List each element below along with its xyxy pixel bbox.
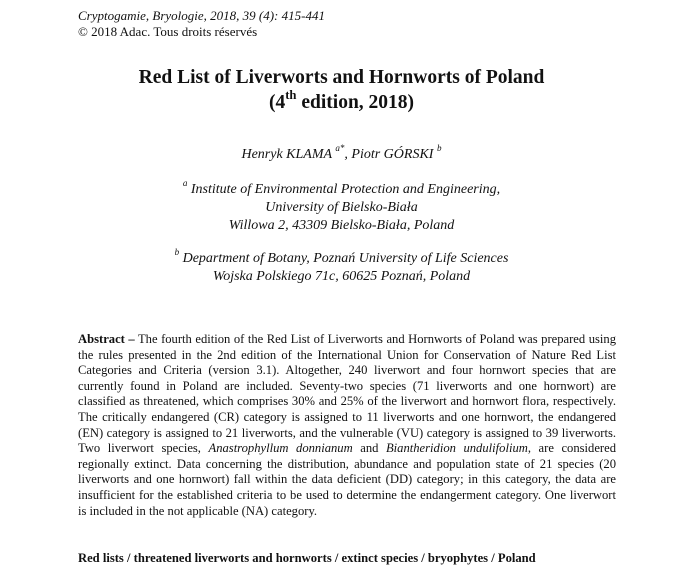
author-affiliation-marker: a* [335,143,345,154]
paper-title-line1: Red List of Liverworts and Hornworts of Poland [138,67,545,88]
affiliation-line: Willowa 2, 43309 Bielsko-Biała, Poland [228,218,455,233]
affiliation-line: Wojska Polskiego 71c, 60625 Poznań, Poland [212,269,471,284]
author-list [0,143,683,164]
affiliation-marker: a [182,178,188,189]
affiliation-a [0,178,683,235]
affiliation-b [0,247,683,286]
species-name: Biantheridion undulifolium [385,441,528,456]
author-name: Henryk KLAMA [241,147,332,162]
paper-title-line2 [0,88,683,115]
abstract-text: The fourth edition of the Red List of Liverworts and Hornworts of Poland was prepared using the rules presented in the 2nd edition of the International Union for Conservation of Nature Red List Categories and Criteria (version 3.1). Altogether, 240 liverwort and four hornwort species that are currently found in Poland are included. Seventy-two species (71 liverworts and one hornwort) are classified as threatened, which comprises 30% and 25% of the liverwort and hornwort flora, respectively. The critically endangered (CR) category is assigned to 11 liverworts and one hornwort, the endangered (EN) category is assigned to 21 liverworts, and the vulnerable (VU) category is assigned to 39 liverworts. Two liverwort species, [78,332,617,456]
title-edition-superscript: th [285,88,297,103]
affiliation-line: University of Bielsko-Biała [265,200,418,215]
author-separator: , [344,147,352,162]
affiliation-text: Department of Botany, Poznań University of Life Sciences [182,251,509,266]
copyright-notice: © 2018 Adac. Tous droits réservés [78,24,258,39]
species-name: Anastrophyllum donnianum [208,441,353,456]
title-edition-suffix: edition, 2018) [296,92,415,113]
abstract-text: and [352,441,386,456]
title-edition-prefix: (4 [268,92,286,113]
author-affiliation-marker: b [436,143,442,154]
author-name: Piotr GÓRSKI [351,147,434,162]
journal-citation: Cryptogamie, Bryologie, 2018, 39 (4): 415-441 [78,8,325,23]
abstract-text: , are considered regionally extinct. Data concerning the distribution, abundance and population state of 21 species (20 liverworts and one hornwort) fall within the data deficient (DD) category; in this category, the data are insufficient for the established criteria to be used to determine the endangerment category. One liverwort is included in the not applicable (NA) category. [78,441,616,518]
affiliation-text: Institute of Environmental Protection and Engineering, [190,182,501,197]
abstract-label: Abstract – [78,332,135,346]
abstract-paragraph [78,332,616,519]
affiliation-marker: b [174,247,180,258]
affiliation-line [0,178,683,199]
affiliation-line [0,247,683,268]
keywords-line: Red lists / threatened liverworts and hornworts / extinct species / bryophytes / Poland [78,551,536,565]
